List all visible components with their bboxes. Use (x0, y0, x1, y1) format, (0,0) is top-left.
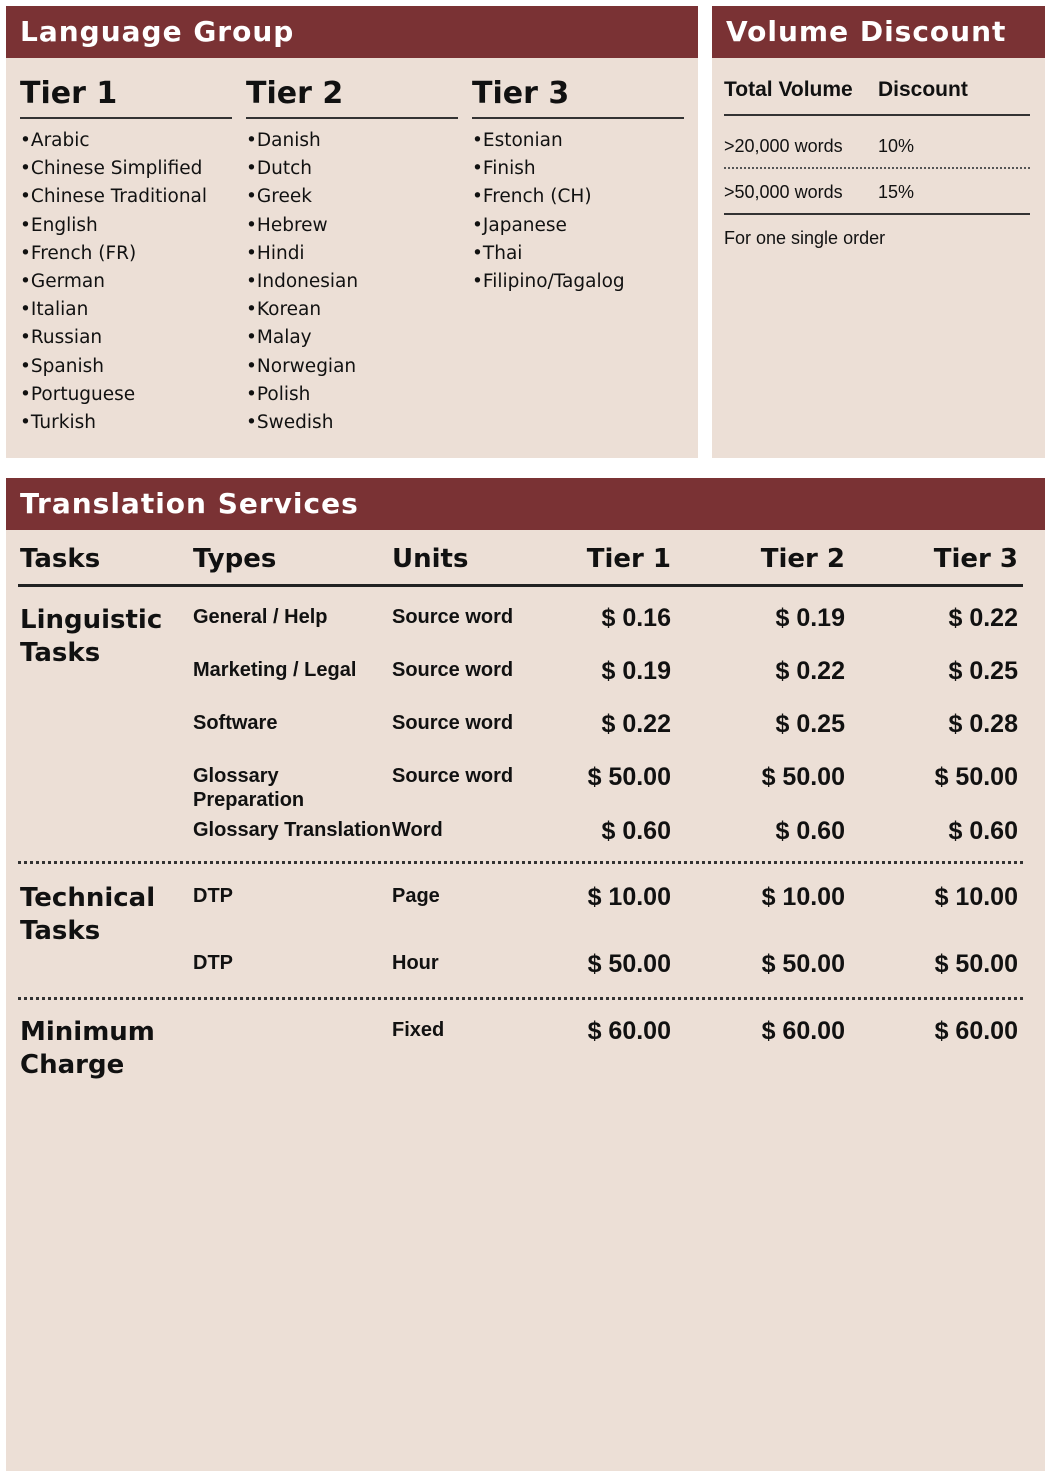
service-unit: Word (392, 819, 443, 841)
tier-3-column (472, 76, 684, 296)
solid-divider (724, 213, 1030, 215)
language-item: •Greek (246, 186, 312, 208)
language-item: •Hindi (246, 242, 305, 264)
language-item: •English (20, 214, 98, 236)
language-group-panel (6, 6, 698, 458)
language-item: •Malay (246, 327, 312, 349)
tier-2-price: $ 10.00 (761, 883, 845, 911)
language-item: •Japanese (472, 214, 567, 236)
units-header: Units (392, 544, 469, 574)
tier-1-price: $ 0.19 (601, 657, 671, 685)
discount-header: Discount (878, 78, 968, 101)
header-rule (18, 584, 1023, 587)
language-item: •German (20, 271, 105, 293)
service-unit: Source word (392, 712, 514, 734)
tier-2-price: $ 50.00 (761, 950, 845, 978)
volume-discount-row (724, 136, 1030, 157)
language-item: •Turkish (20, 412, 96, 434)
language-item: •French (FR) (20, 242, 137, 264)
tier-1-column (20, 76, 232, 437)
tier-3-title: Tier 3 (472, 76, 684, 119)
volume-discount-header-row (724, 78, 1030, 116)
language-item: •Norwegian (246, 355, 357, 377)
language-item: •Chinese Simplified (20, 158, 203, 180)
tier-3-price: $ 50.00 (934, 950, 1018, 978)
tier-3-language-list (472, 127, 684, 296)
task-group-label: Minimum Charge (20, 1017, 155, 1080)
service-unit: Source word (392, 659, 514, 681)
tier-3-price: $ 0.22 (948, 604, 1018, 632)
tier-3-price: $ 60.00 (934, 1017, 1018, 1045)
language-item: •Dutch (246, 158, 313, 180)
tier-3-header: Tier 3 (933, 544, 1018, 574)
tier-1-price: $ 0.16 (601, 604, 671, 632)
language-item: •Indonesian (246, 271, 359, 293)
language-item: •Hebrew (246, 214, 328, 236)
tier-3-price: $ 50.00 (934, 763, 1018, 791)
service-type: General / Help (193, 606, 328, 628)
tier-2-price: $ 0.19 (775, 604, 845, 632)
language-item: •French (CH) (472, 186, 592, 208)
language-item: •Chinese Traditional (20, 186, 208, 208)
service-type: Glossary Translation (193, 819, 391, 841)
discount-value: 10% (878, 136, 915, 156)
service-type: DTP (193, 952, 233, 974)
group-divider (18, 997, 1023, 1000)
language-item: •Filipino/Tagalog (472, 271, 625, 293)
language-group-title: Language Group (6, 6, 698, 58)
service-type: Glossary Preparation (193, 765, 305, 811)
tier-3-price: $ 0.28 (948, 710, 1018, 738)
language-item: •Arabic (20, 130, 90, 151)
tier-1-language-list (20, 127, 232, 437)
service-unit: Page (392, 885, 440, 907)
types-header: Types (193, 544, 277, 574)
discount-value: 15% (878, 182, 915, 202)
tier-1-price: $ 60.00 (587, 1017, 671, 1045)
tier-1-price: $ 0.22 (601, 710, 671, 738)
tier-1-price: $ 50.00 (587, 763, 671, 791)
tier-2-price: $ 50.00 (761, 763, 845, 791)
task-group-label: Linguistic Tasks (20, 605, 163, 668)
tier-3-price: $ 0.60 (948, 817, 1018, 845)
tier-1-price: $ 50.00 (587, 950, 671, 978)
tier-2-title: Tier 2 (246, 76, 458, 119)
volume-discount-note: For one single order (724, 228, 886, 248)
service-unit: Source word (392, 606, 514, 628)
dotted-divider (724, 167, 1030, 169)
language-item: •Korean (246, 299, 322, 321)
language-item: •Spanish (20, 355, 104, 377)
tier-2-header: Tier 2 (760, 544, 845, 574)
task-group-label: Technical Tasks (20, 883, 156, 946)
tier-2-price: $ 0.60 (775, 817, 845, 845)
language-item: •Swedish (246, 412, 334, 434)
language-item: •Polish (246, 383, 311, 405)
service-unit: Hour (392, 952, 439, 974)
tier-2-column (246, 76, 458, 437)
total-volume-header: Total Volume (724, 78, 853, 101)
translation-services-panel (6, 478, 1045, 1471)
volume-value: >20,000 words (724, 136, 843, 156)
tier-2-language-list (246, 127, 458, 437)
language-item: •Italian (20, 299, 89, 321)
language-item: •Thai (472, 242, 523, 264)
volume-discount-row (724, 182, 1030, 203)
language-item: •Russian (20, 327, 103, 349)
volume-discount-panel (712, 6, 1045, 458)
tier-1-price: $ 10.00 (587, 883, 671, 911)
volume-discount-title: Volume Discount (712, 6, 1045, 58)
language-item: •Estonian (472, 130, 563, 151)
translation-services-title: Translation Services (6, 478, 1045, 530)
tier-2-price: $ 60.00 (761, 1017, 845, 1045)
service-unit: Source word (392, 765, 514, 787)
tier-1-title: Tier 1 (20, 76, 232, 119)
language-item: •Danish (246, 130, 321, 151)
tier-1-price: $ 0.60 (601, 817, 671, 845)
service-unit: Fixed (392, 1019, 445, 1041)
service-type: Marketing / Legal (193, 659, 357, 681)
language-item: •Finish (472, 158, 536, 180)
tasks-header: Tasks (20, 544, 101, 574)
tier-1-header: Tier 1 (586, 544, 671, 574)
group-divider (18, 861, 1023, 864)
service-type: Software (193, 712, 278, 734)
tier-3-price: $ 10.00 (934, 883, 1018, 911)
volume-value: >50,000 words (724, 182, 843, 202)
tier-2-price: $ 0.22 (775, 657, 845, 685)
language-item: •Portuguese (20, 383, 136, 405)
tier-2-price: $ 0.25 (775, 710, 845, 738)
tier-3-price: $ 0.25 (948, 657, 1018, 685)
service-type: DTP (193, 885, 233, 907)
